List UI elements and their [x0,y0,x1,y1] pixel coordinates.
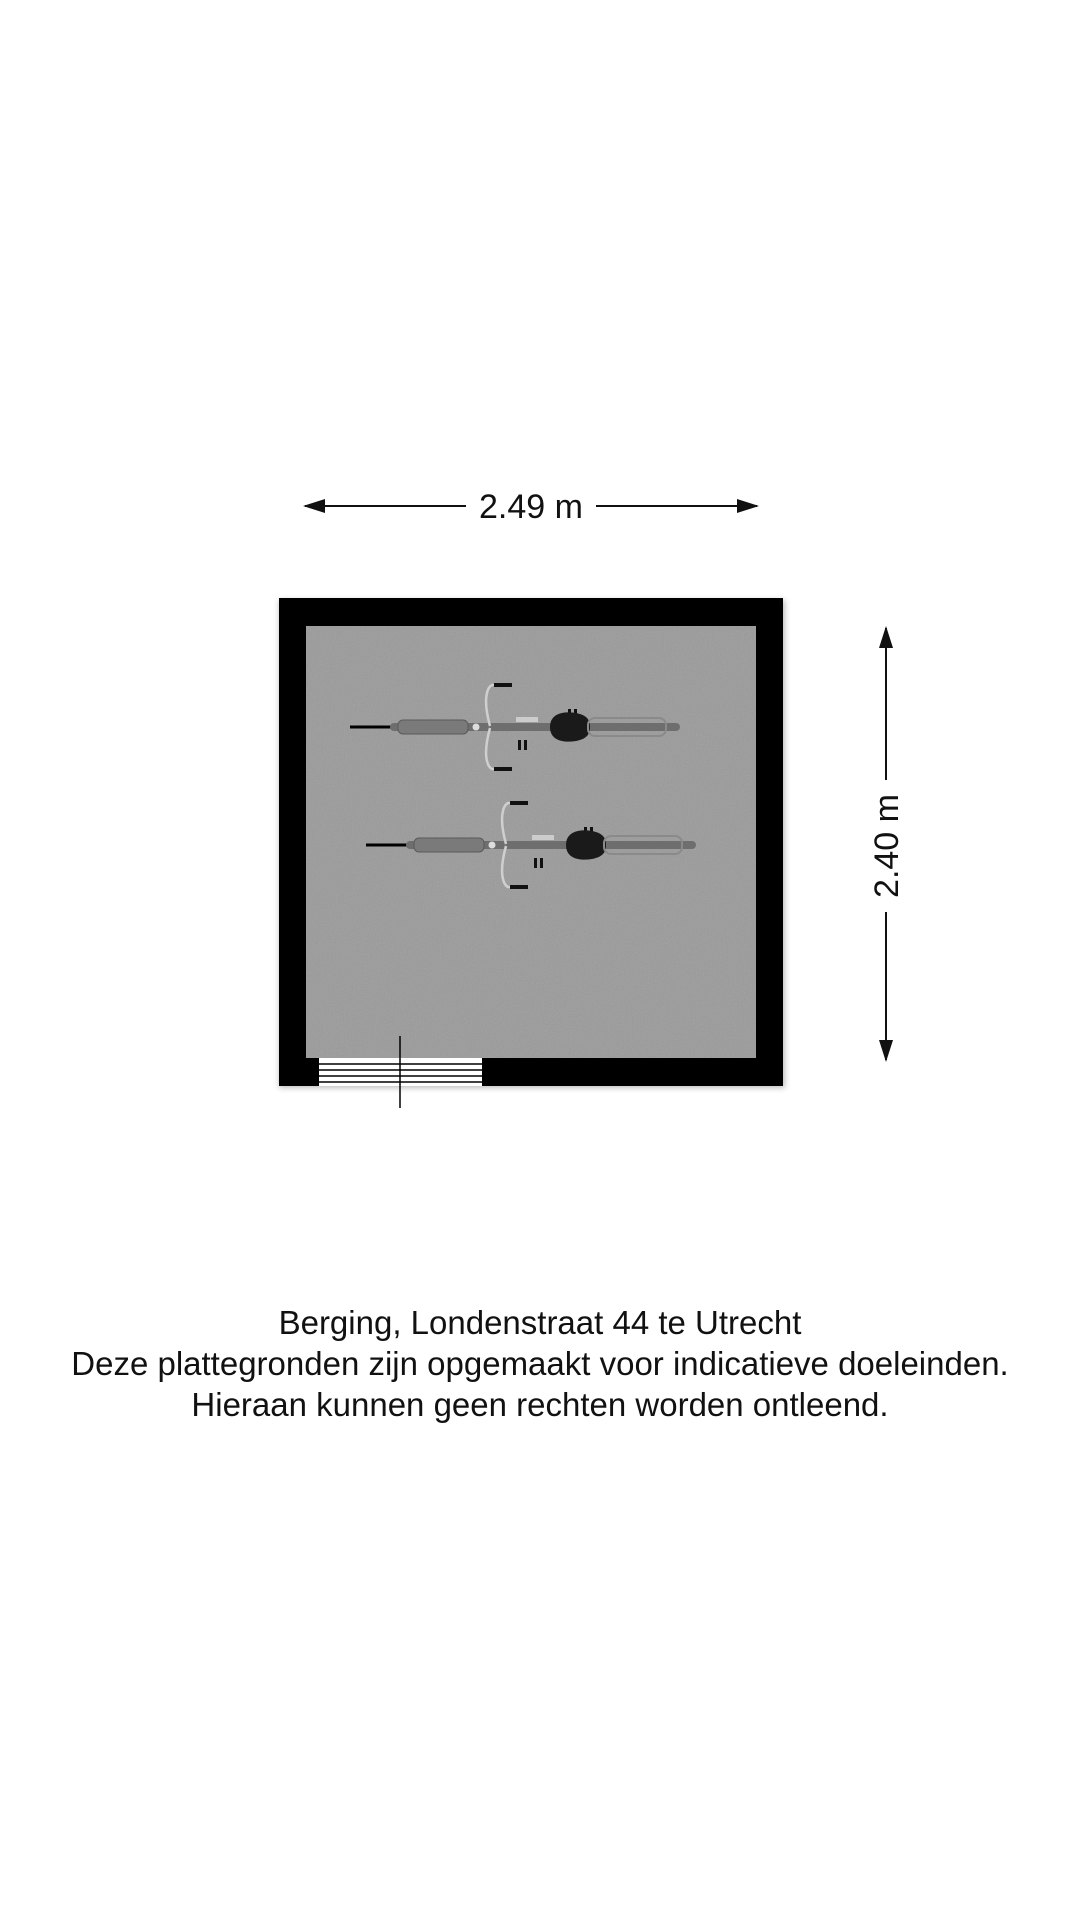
height-dimension [868,628,906,1060]
caption-disclaimer: Deze plattegronden zijn opgemaakt voor indicatieve doeleinden. [71,1345,1009,1382]
width-dimension [305,488,757,526]
width-dimension-label: 2.49 m [479,488,583,526]
caption-legal-note: Hieraan kunnen geen rechten worden ontleend. [191,1386,889,1423]
floor-plan-caption [0,1302,1080,1425]
height-dimension-label: 2.40 m [868,794,906,898]
caption-title: Berging, Londenstraat 44 te Utrecht [278,1304,802,1341]
storage-room [279,598,785,1108]
